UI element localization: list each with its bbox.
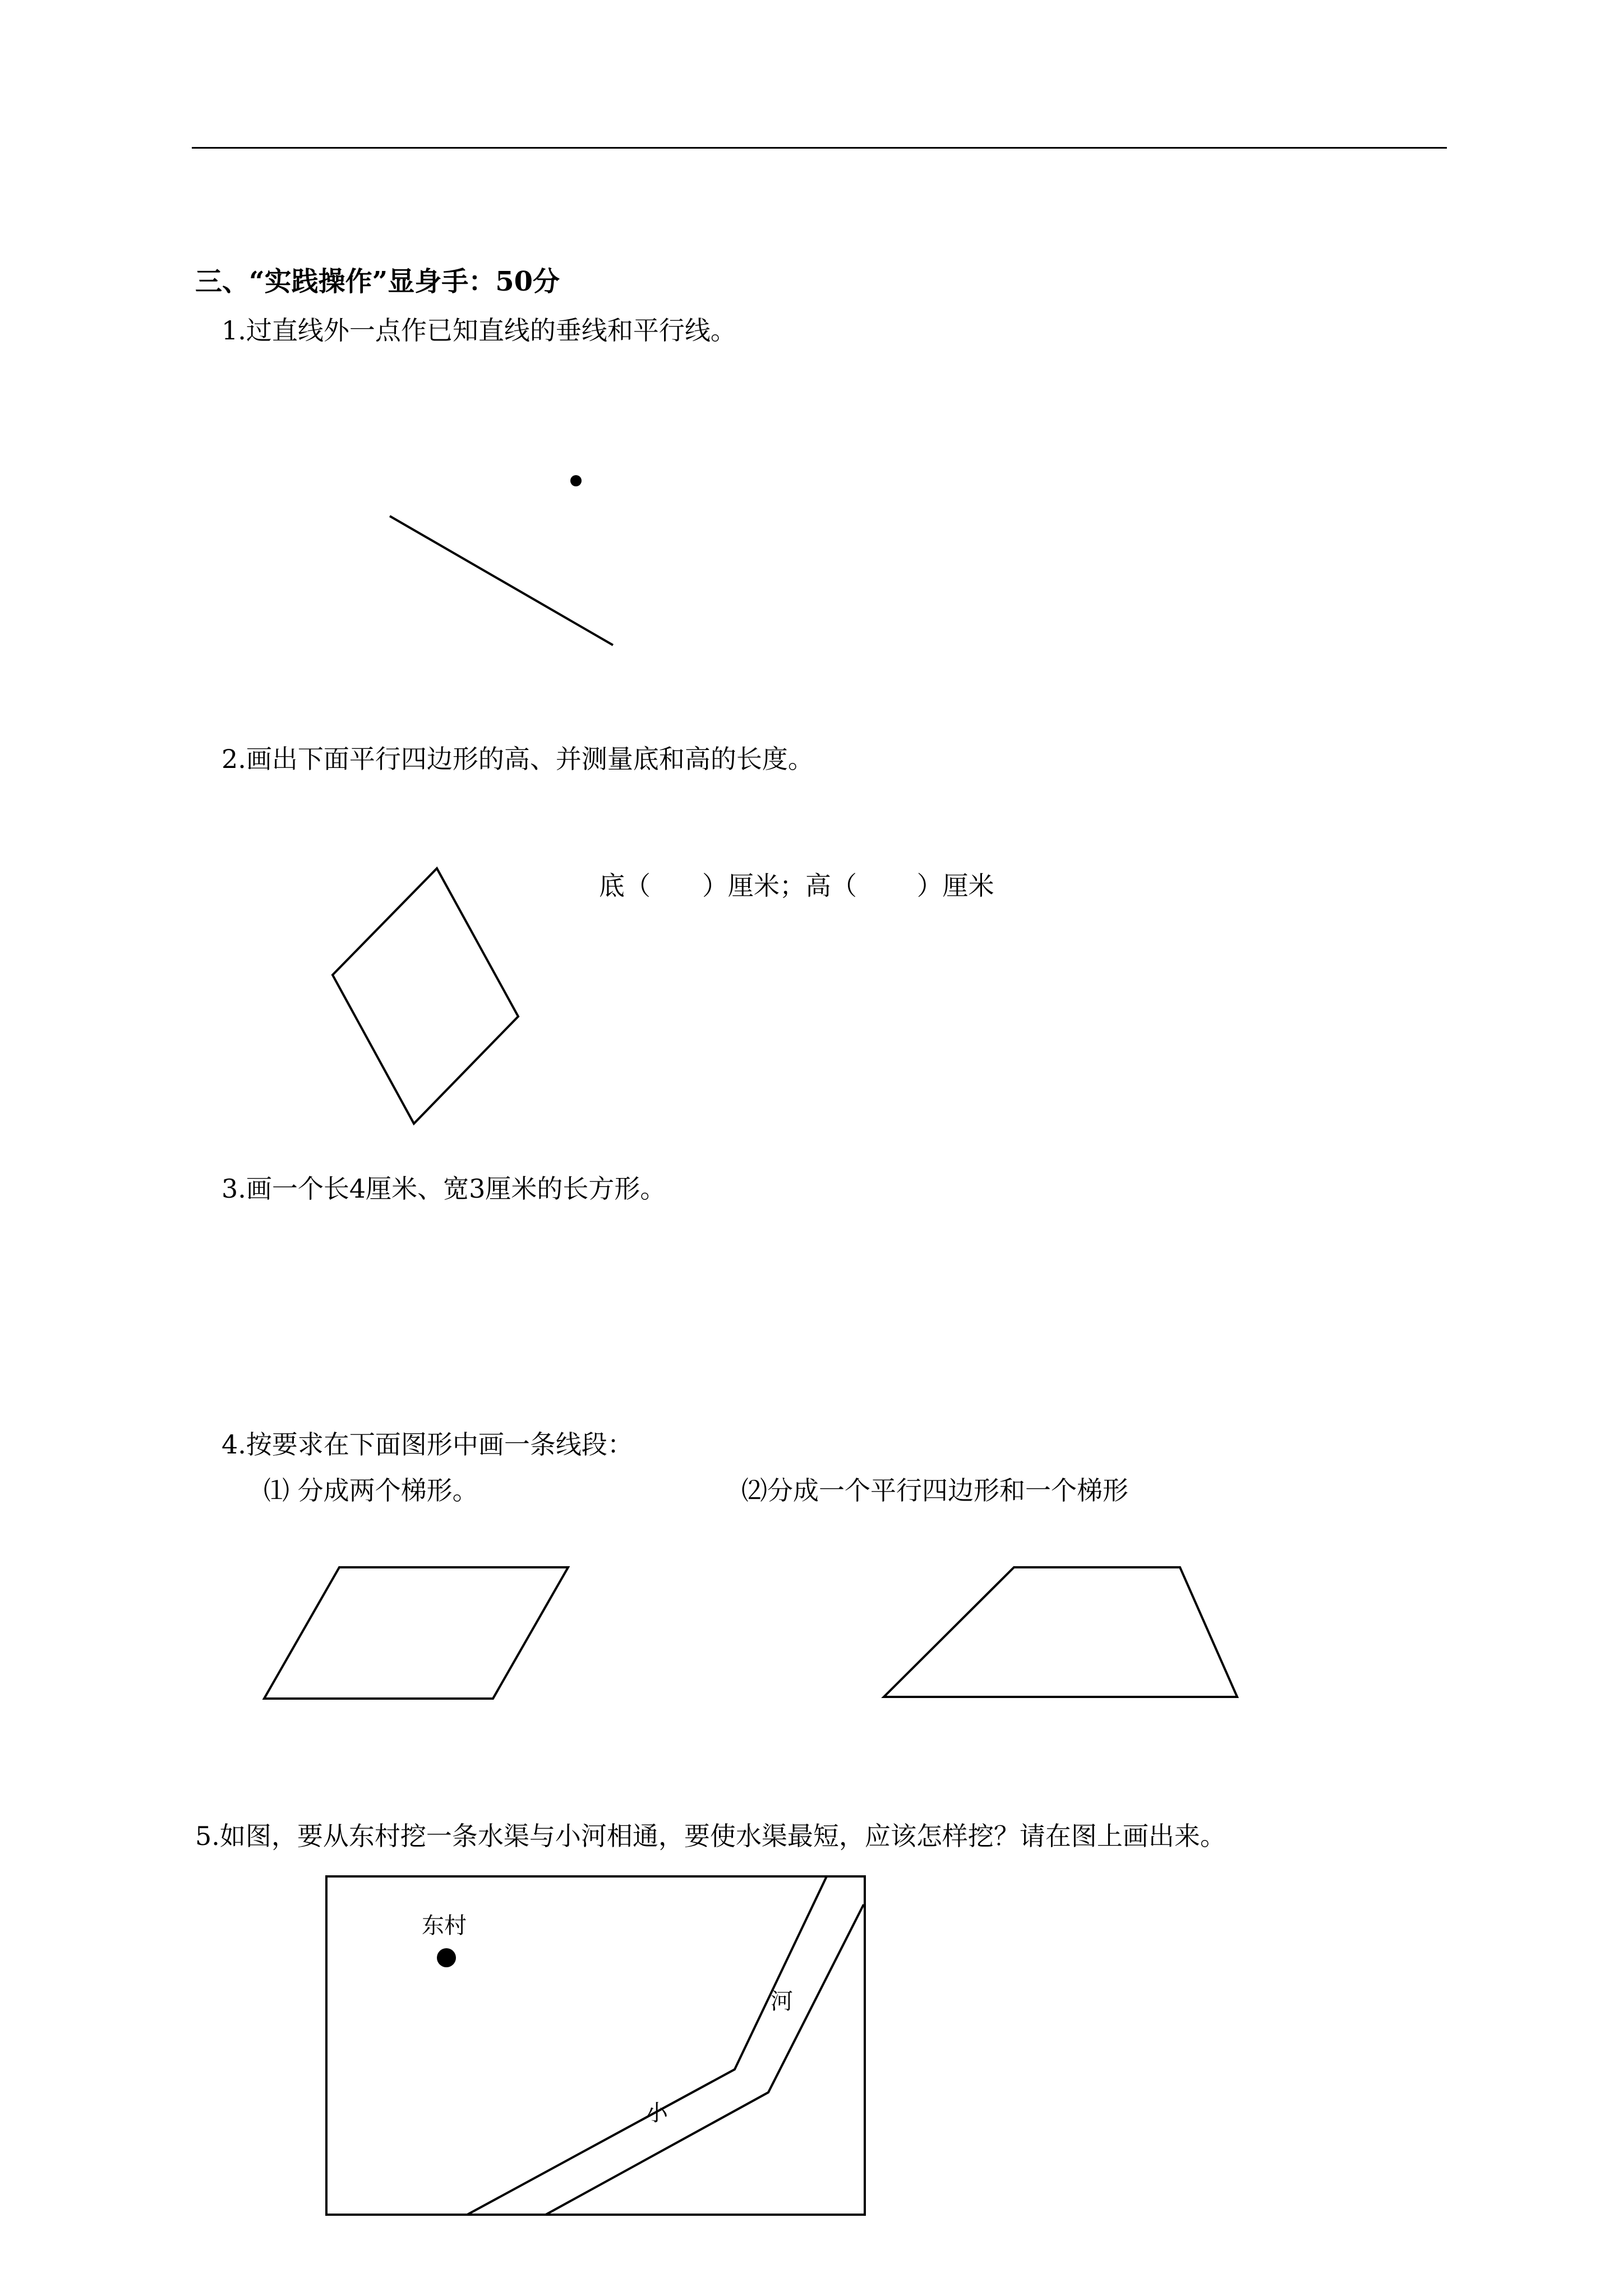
village-dot [437,1948,456,1967]
question-4-part-2: ⑵分成一个平行四边形和一个梯形 [741,1475,1128,1506]
question-1-text: 1.过直线外一点作已知直线的垂线和平行线。 [222,315,736,346]
river-label-he: 河 [771,1989,793,2014]
question-2-text: 2.画出下面平行四边形的高、并测量底和高的长度。 [222,744,814,774]
given-point [570,475,582,486]
question-4-text: 4.按要求在下面图形中画一条线段： [222,1429,633,1460]
river-bank-left [467,1876,827,2215]
trapezoid-q4 [884,1567,1237,1697]
parallelogram-q2 [333,868,518,1124]
section-title: 三、“实践操作”显身手：50分 [195,266,560,297]
given-line [390,516,613,645]
river-label-xiao: 小 [645,2100,668,2126]
parallelogram-q4 [264,1567,568,1699]
river-bank-right [546,1904,864,2215]
village-label: 东村 [422,1913,467,1939]
map-frame [326,1876,865,2215]
question-4-part-1: ⑴ 分成两个梯形。 [264,1475,478,1506]
question-2-answer-line: 底（ ）厘米；高（ ）厘米 [599,871,994,901]
question-5-text: 5.如图，要从东村挖一条水渠与小河相通，要使水渠最短，应该怎样挖？请在图上画出来。 [195,1821,1226,1851]
question-3-text: 3.画一个长4厘米、宽3厘米的长方形。 [222,1174,666,1204]
